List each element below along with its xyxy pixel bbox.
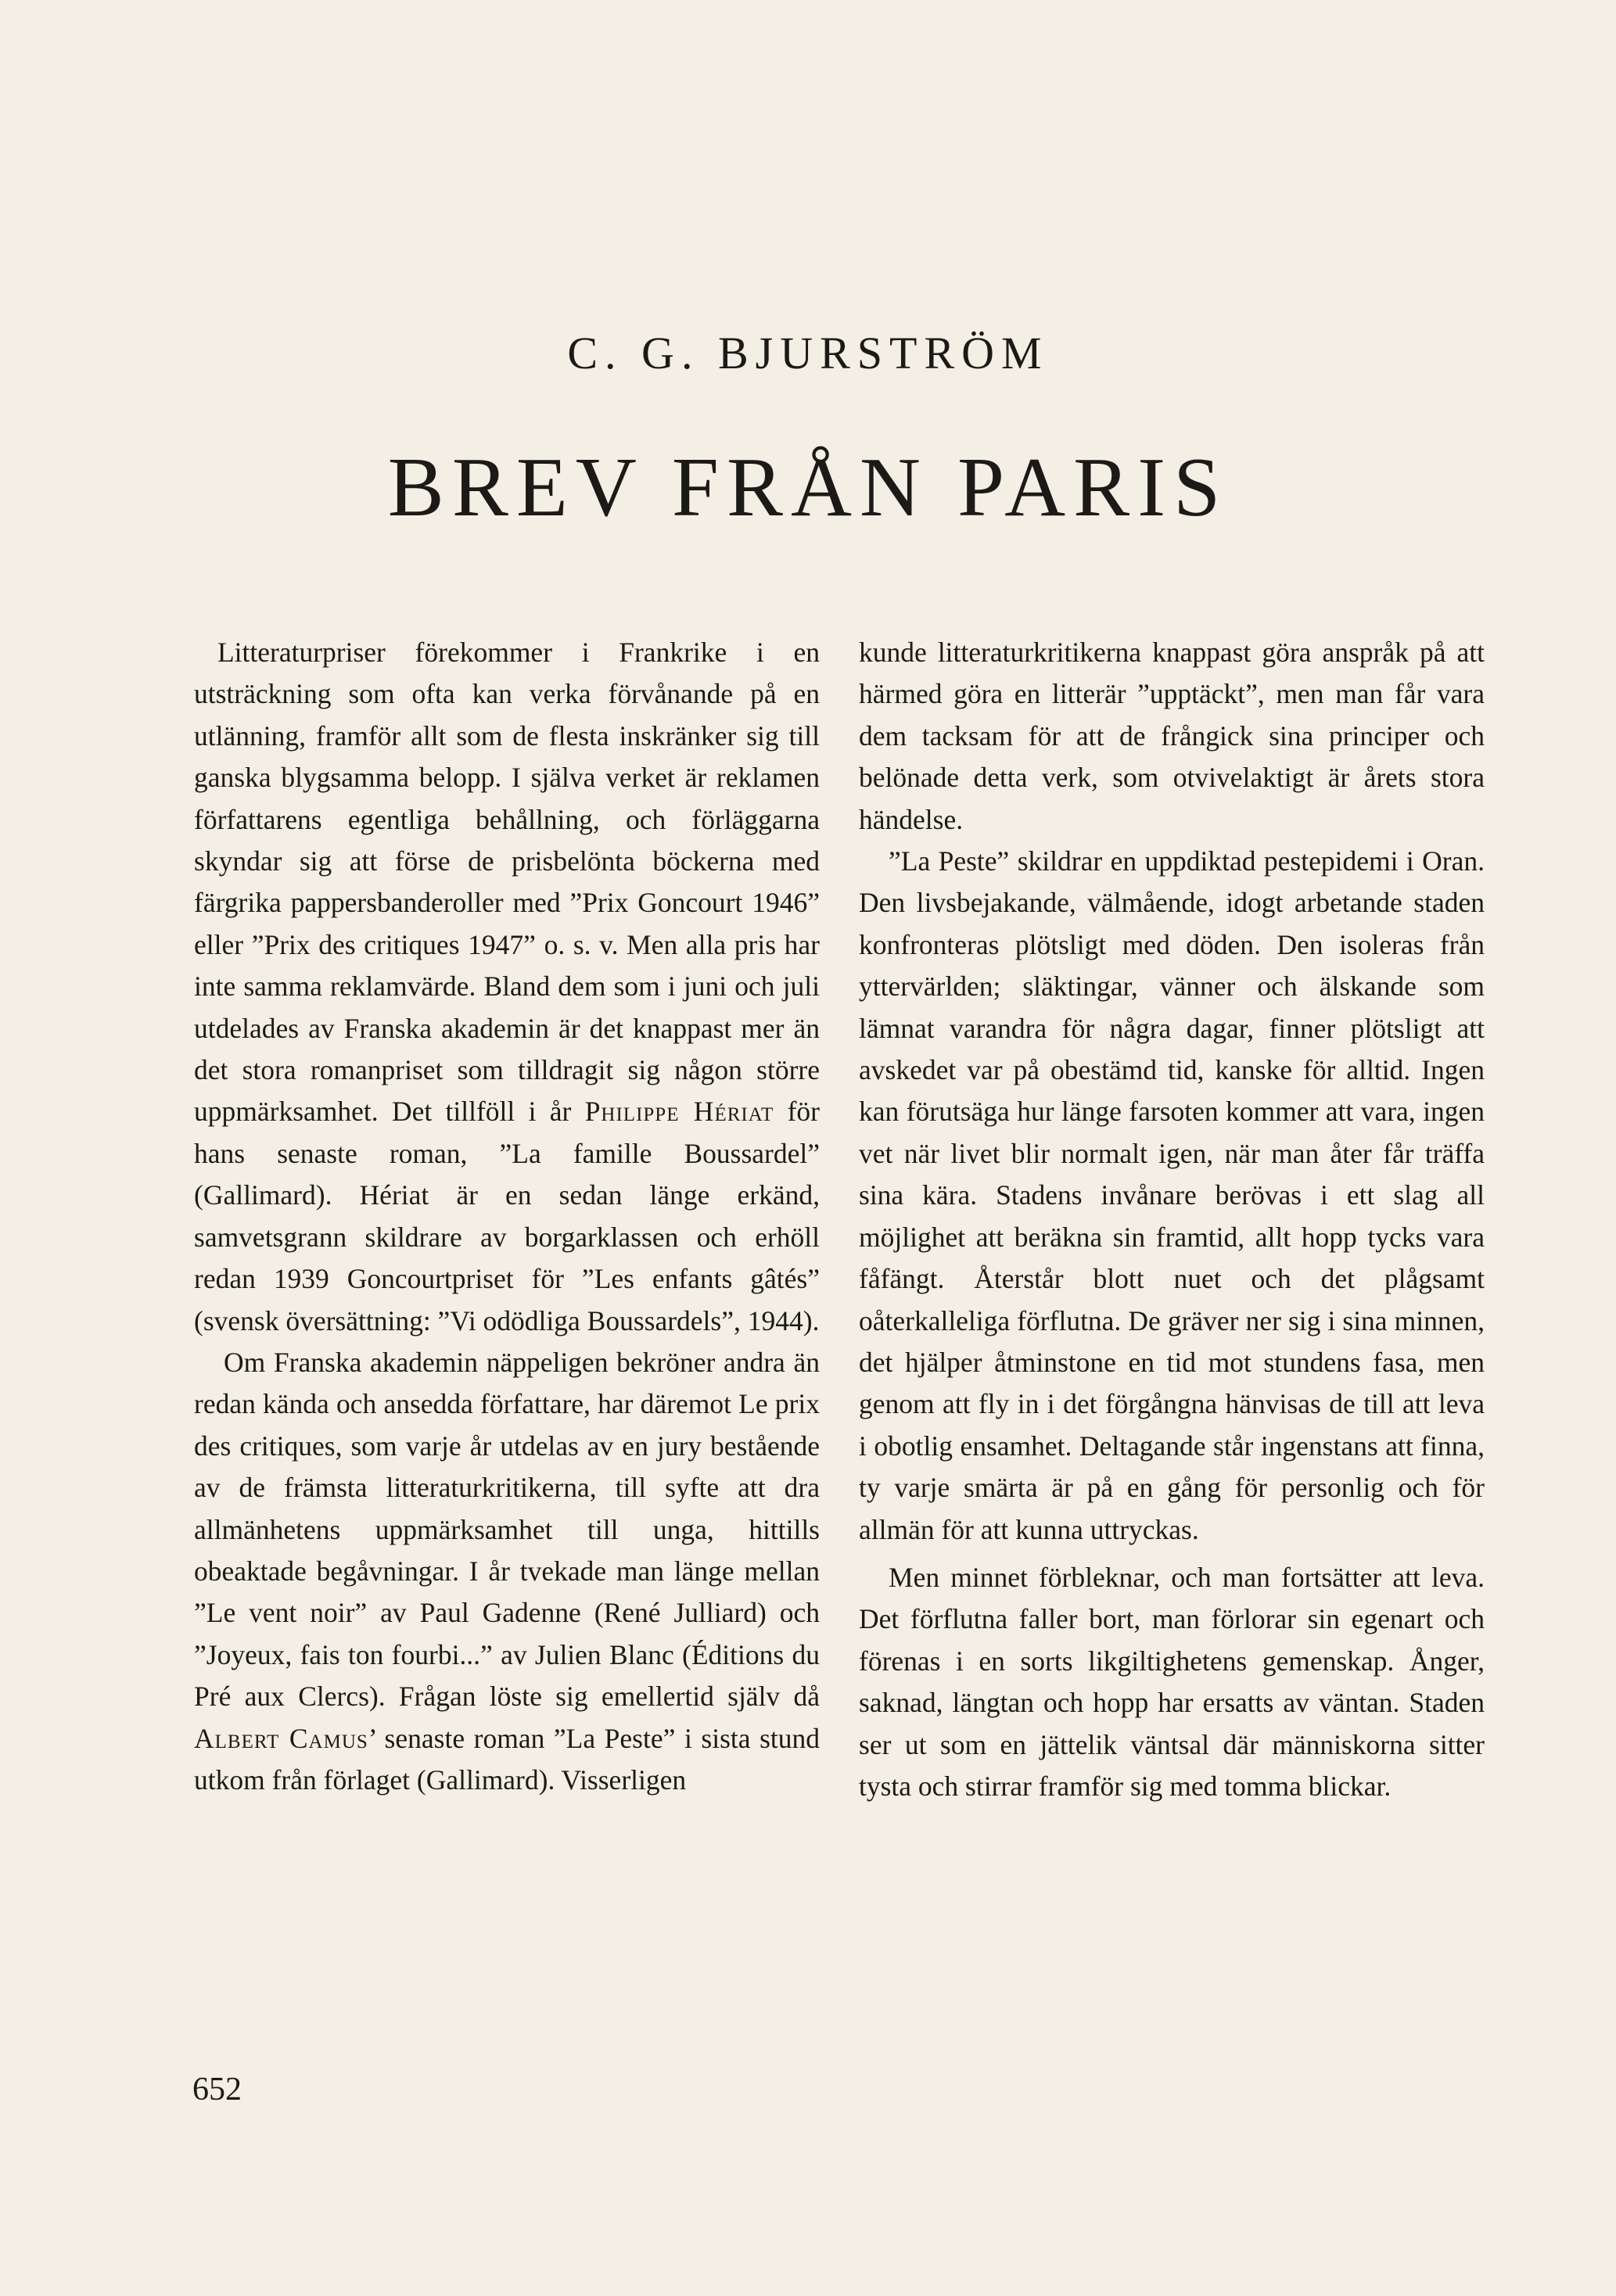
left-p2-text-a: Om Franska akademin näppeligen bekröner andra än redan kända och ansedda författare, har däremot Le prix des critiques, som varje år utdelas av en jury bestående av de främsta litteraturkritikerna, till syfte att dra allmänhetens uppmärksamhet till unga, hittills obeaktade begåvningar. I år tvekade man länge mellan ”Le vent noir” av Paul Gadenne (René Julliard) och ”Joyeux, fais ton fourbi...” av Julien Blanc (Éditions du Pré aux Clercs). Frågan löste sig emellertid själv då xyxy=(194,1346,820,1713)
left-p1-text-b: för hans senaste roman, ”La famille Boussardel” (Gallimard). Hériat är en sedan länge erkänd, samvetsgrann skildrare av borgarklassen och erhöll redan 1939 Goncourtpriset för ”Les enfants gâtés” (svensk översättning: ”Vi odödliga Boussardels”, 1944). xyxy=(194,1096,820,1336)
left-paragraph-2 xyxy=(194,1342,820,1801)
author-name: C. G. BJURSTRÖM xyxy=(567,328,1049,378)
right-paragraph-1: kunde litteraturkritikerna knappast göra anspråk på att härmed göra en litterär ”upptäckt”, men man får vara dem tacksam för att de frångick sina principer och belönade detta verk, som otvivelaktigt är årets stora händelse. xyxy=(859,637,1485,835)
left-paragraph-1 xyxy=(194,632,820,1342)
left-p2-text-b: ’ senaste roman ”La Peste” i sista stund utkom från förlaget (Gallimard). Visserligen xyxy=(194,1722,821,1796)
right-column xyxy=(859,632,1485,1807)
author-name-camus: Albert Camus xyxy=(194,1722,368,1754)
left-p1-text-a: Litteraturpriser förekommer i Frankrike i en utsträckning som ofta kan verka förvånande på en utlänning, framför allt som de flesta inskränker sig till ganska blygsamma belopp. I själva verket är reklamen författarens egentliga behållning, och förläggarna skyndar sig att förse de prisbelönta böckerna med färgrika pappersbanderoller med ”Prix Goncourt 1946” eller ”Prix des critiques 1947” o. s. v. Men alla pris har inte samma reklamvärde. Bland dem som i juni och juli utdelades av Franska akademin är det knappast mer än det stora romanpriset som tilldragit sig någon större uppmärksamhet. Det tillföll i år xyxy=(194,637,820,1128)
page-number: 652 xyxy=(192,2072,242,2108)
article-title: BREV FRÅN PARIS xyxy=(387,441,1229,534)
left-column xyxy=(194,632,820,1801)
right-paragraph-2: ”La Peste” skildrar en uppdiktad pestepidemi i Oran. Den livsbejakande, välmående, idogt arbetande staden konfronteras plötsligt med döden. Den isoleras från yttervärlden; släktingar, vänner och älskande som lämnat varandra för några dagar, finner plötsligt att avskedet var på obestämd tid, kanske för alltid. Ingen kan förutsäga hur länge farsoten kommer att vara, ingen vet när livet blir normalt igen, när man åter får träffa sina kära. Stadens invånare berövas i ett slag all möjlighet att beräkna sin framtid, allt hopp tycks vara fåfängt. Återstår blott nuet och det plågsamt oåterkalleliga förflutna. De gräver ner sig i sina minnen, det hjälper åtminstone en tid mot stundens fasa, men genom att fly in i det förgångna hänvisas de till att leva i obotlig ensamhet. Deltagande står ingenstans att finna, ty varje smärta är på en gång för personlig och för allmän för att kunna uttryckas. xyxy=(859,845,1485,1545)
author-name-heriat: Philippe Hériat xyxy=(584,1096,774,1128)
right-paragraph-3: Men minnet förbleknar, och man fortsätter att leva. Det förflutna faller bort, man förlorar sin egenart och förenas i en sorts likgiltighetens gemenskap. Ånger, saknad, längtan och hopp har ersatts av väntan. Staden ser ut som en jättelik väntsal där människorna sitter tysta och stirrar framför sig med tomma blickar. xyxy=(859,1561,1485,1802)
